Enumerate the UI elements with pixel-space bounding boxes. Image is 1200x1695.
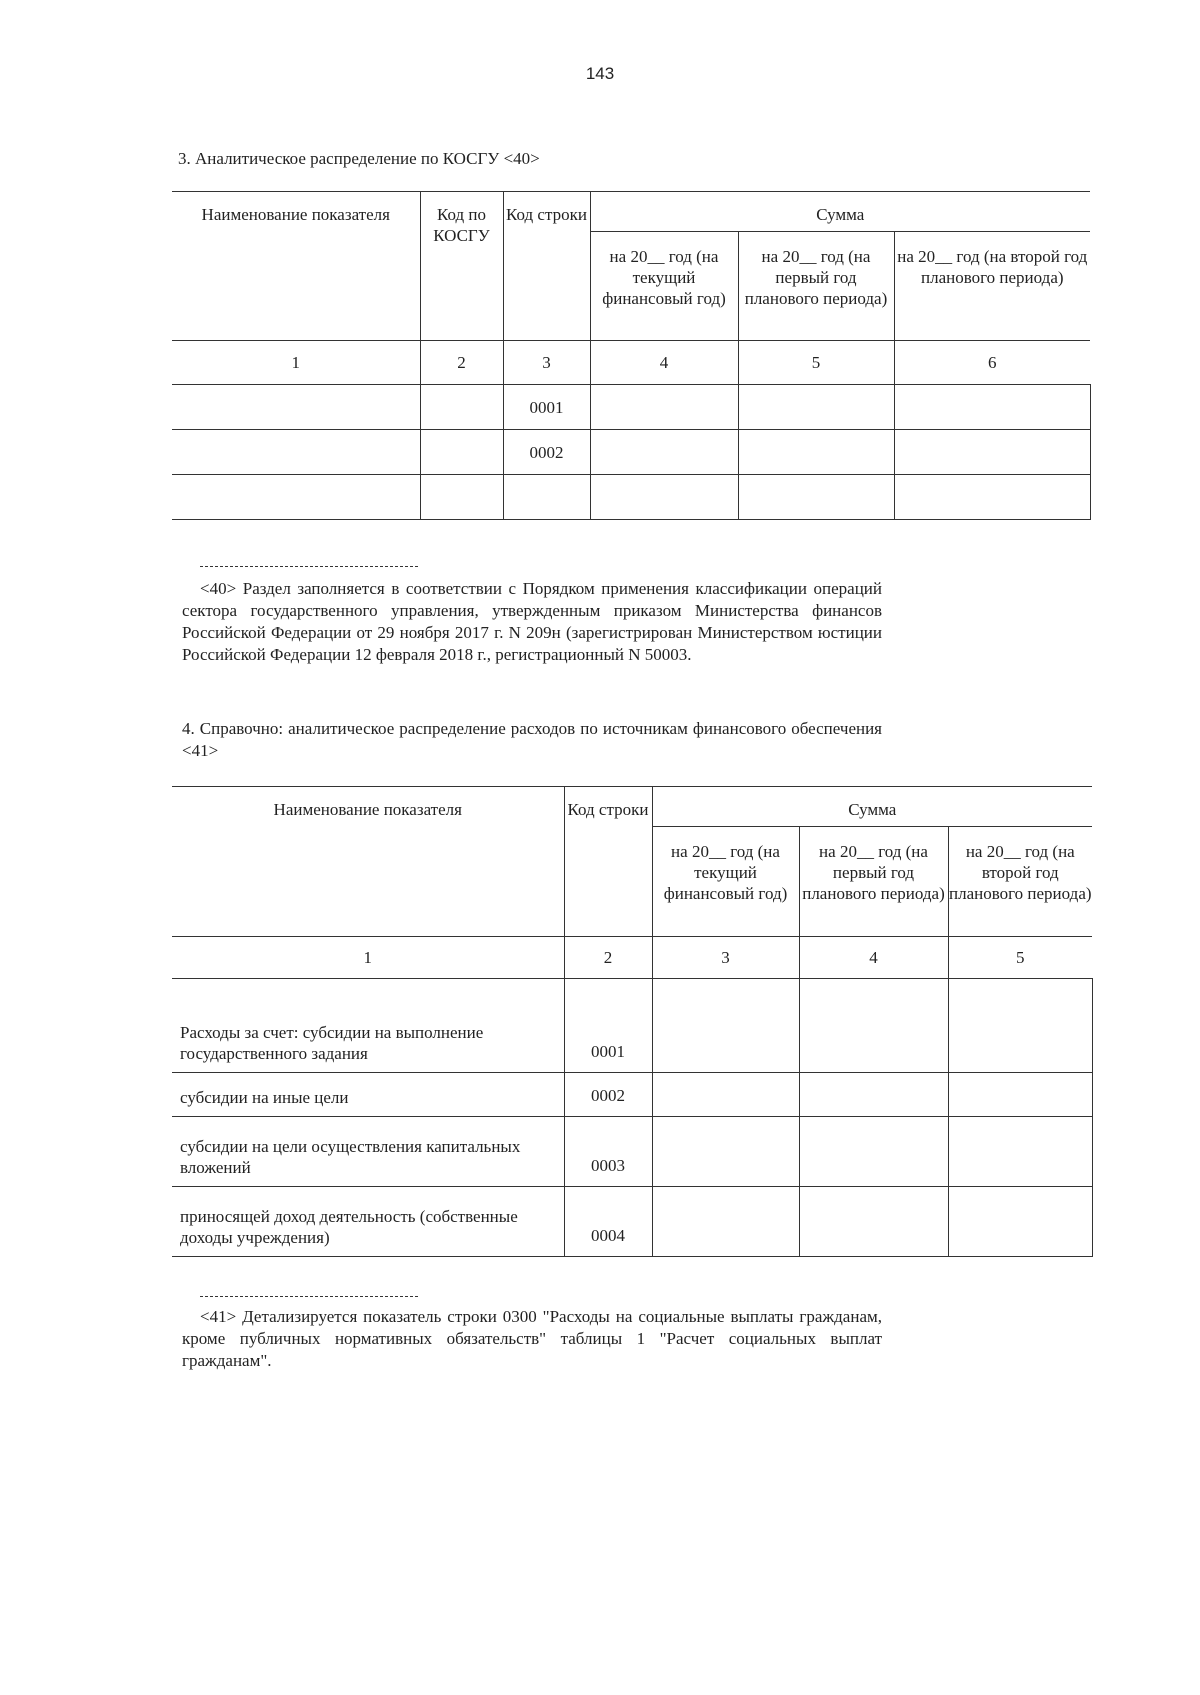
column-number: 4 xyxy=(799,937,948,979)
header-second-plan-year: на 20__ год (на второй год планового периода) xyxy=(894,232,1090,341)
cell-value xyxy=(948,1073,1092,1117)
cell-value xyxy=(652,1117,799,1187)
cell-name: приносящей доход деятельность (собственные доходы учреждения) xyxy=(172,1187,564,1257)
cell-value xyxy=(799,979,948,1073)
column-number: 2 xyxy=(420,341,503,385)
table-row xyxy=(172,1117,1092,1187)
cell-value xyxy=(894,475,1090,520)
cell-value xyxy=(652,1187,799,1257)
header-row-code: Код строки xyxy=(503,192,590,341)
cell-name xyxy=(172,430,420,475)
section-4-title xyxy=(182,718,882,762)
cell-value xyxy=(738,430,894,475)
funding-sources-table xyxy=(172,786,1093,1257)
header-first-plan-year: на 20__ год (на первый год планового периода) xyxy=(738,232,894,341)
column-number: 1 xyxy=(172,937,564,979)
footnote-40-text: <40> Раздел заполняется в соответствии с Порядком применения классификации операций сектора государственного управления, утвержденным приказом Министерства финансов Российской Федерации от 29 ноября 2017 г. N 209н (зарегистрирован Министерством юстиции Российской Федерации 12 февраля 2018 г., регистрационный N 50003. xyxy=(182,579,882,664)
cell-value xyxy=(738,475,894,520)
cell-value xyxy=(590,475,738,520)
cell-value xyxy=(799,1073,948,1117)
cell-row-code: 0004 xyxy=(564,1187,652,1257)
header-second-plan-year: на 20__ год (на второй год планового периода) xyxy=(948,827,1092,937)
cell-value xyxy=(652,1073,799,1117)
footnote-40 xyxy=(182,578,882,666)
cell-row-code: 0003 xyxy=(564,1117,652,1187)
kosgu-distribution-table xyxy=(172,191,1091,520)
header-first-plan-year: на 20__ год (на первый год планового периода) xyxy=(799,827,948,937)
header-sum: Сумма xyxy=(652,787,1092,827)
header-sum: Сумма xyxy=(590,192,1090,232)
cell-value xyxy=(799,1117,948,1187)
section-3-title: 3. Аналитическое распределение по КОСГУ <40> xyxy=(178,149,540,168)
cell-name: субсидии на иные цели xyxy=(172,1073,564,1117)
cell-row-code: 0001 xyxy=(564,979,652,1073)
cell-value xyxy=(948,1117,1092,1187)
footnote-41 xyxy=(182,1306,882,1372)
page-number: 143 xyxy=(585,64,615,83)
table-row xyxy=(172,475,1090,520)
cell-value xyxy=(590,430,738,475)
cell-kosgu xyxy=(420,385,503,430)
cell-kosgu xyxy=(420,475,503,520)
cell-name: субсидии на цели осуществления капитальных вложений xyxy=(172,1117,564,1187)
table-row xyxy=(172,979,1092,1073)
cell-row-code: 0001 xyxy=(503,385,590,430)
header-kosgu-code: Код по КОСГУ xyxy=(420,192,503,341)
cell-row-code: 0002 xyxy=(564,1073,652,1117)
cell-value xyxy=(590,385,738,430)
cell-value xyxy=(894,430,1090,475)
header-current-year: на 20__ год (на текущий финансовый год) xyxy=(590,232,738,341)
column-number: 4 xyxy=(590,341,738,385)
table-row xyxy=(172,1187,1092,1257)
cell-row-code: 0002 xyxy=(503,430,590,475)
cell-name: Расходы за счет: субсидии на выполнение государственного задания xyxy=(172,979,564,1073)
cell-name xyxy=(172,475,420,520)
table-row xyxy=(172,385,1090,430)
column-number: 5 xyxy=(738,341,894,385)
section-4-title-text: 4. Справочно: аналитическое распределение расходов по источникам финансового обеспечения <41> xyxy=(182,719,882,760)
table-row xyxy=(172,1073,1092,1117)
column-number: 5 xyxy=(948,937,1092,979)
footnote-41-text: <41> Детализируется показатель строки 0300 "Расходы на социальные выплаты гражданам, кроме публичных нормативных обязательств" таблицы 1 "Расчет социальных выплат гражданам". xyxy=(182,1307,882,1370)
cell-value xyxy=(652,979,799,1073)
header-current-year: на 20__ год (на текущий финансовый год) xyxy=(652,827,799,937)
header-row-code: Код строки xyxy=(564,787,652,937)
cell-kosgu xyxy=(420,430,503,475)
column-number: 3 xyxy=(652,937,799,979)
column-number: 6 xyxy=(894,341,1090,385)
column-number: 3 xyxy=(503,341,590,385)
cell-value xyxy=(738,385,894,430)
table-row xyxy=(172,430,1090,475)
cell-name xyxy=(172,385,420,430)
cell-value xyxy=(948,979,1092,1073)
cell-value xyxy=(894,385,1090,430)
header-name: Наименование показателя xyxy=(172,787,564,937)
cell-value xyxy=(948,1187,1092,1257)
header-name: Наименование показателя xyxy=(172,192,420,341)
cell-row-code xyxy=(503,475,590,520)
footnote-rule xyxy=(200,566,418,567)
column-number: 1 xyxy=(172,341,420,385)
cell-value xyxy=(799,1187,948,1257)
column-number: 2 xyxy=(564,937,652,979)
footnote-rule xyxy=(200,1296,418,1297)
